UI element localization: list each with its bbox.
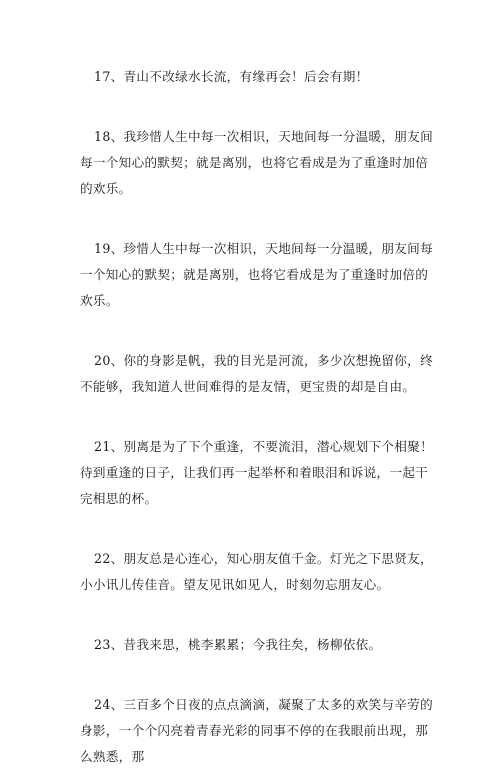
paragraph-17: 17、青山不改绿水长流，有缘再会！后会有期！	[94, 69, 369, 84]
paragraph-22: 22、朋友总是心连心，知心朋友值千金。灯光之下思贤友，小小讯儿传佳音。望友见讯如见人，时刻勿忘朋友心。	[80, 551, 433, 592]
paragraph-23: 23、昔我来思，桃李累累；今我往矣，杨柳依依。	[94, 637, 382, 652]
paragraph-21: 21、别离是为了下个重逢，不要流泪，潜心规划下个相聚！待到重逢的日子，让我们再一起举杯和着眼泪和诉说，一起干完相思的杯。	[80, 439, 433, 506]
paragraph-18: 18、我珍惜人生中每一次相识，天地间每一分温暖，朋友间每一个知心的默契；就是离别，也将它看成是为了重逢时加倍的欢乐。	[80, 129, 433, 196]
paragraph-24: 24、三百多个日夜的点点滴滴，凝聚了太多的欢笑与辛劳的身影，一个个闪亮着青春光彩的同事不停的在我眼前出现，那么熟悉，那	[80, 697, 433, 764]
paragraph-19: 19、珍惜人生中每一次相识，天地间每一分温暖，朋友间每一个知心的默契；就是离别，也将它看成是为了重逢时加倍的欢乐。	[80, 241, 433, 308]
paragraph-20: 20、你的身影是帆，我的目光是河流，多少次想挽留你，终不能够，我知道人世间难得的是友情，更宝贵的却是自由。	[80, 353, 433, 394]
